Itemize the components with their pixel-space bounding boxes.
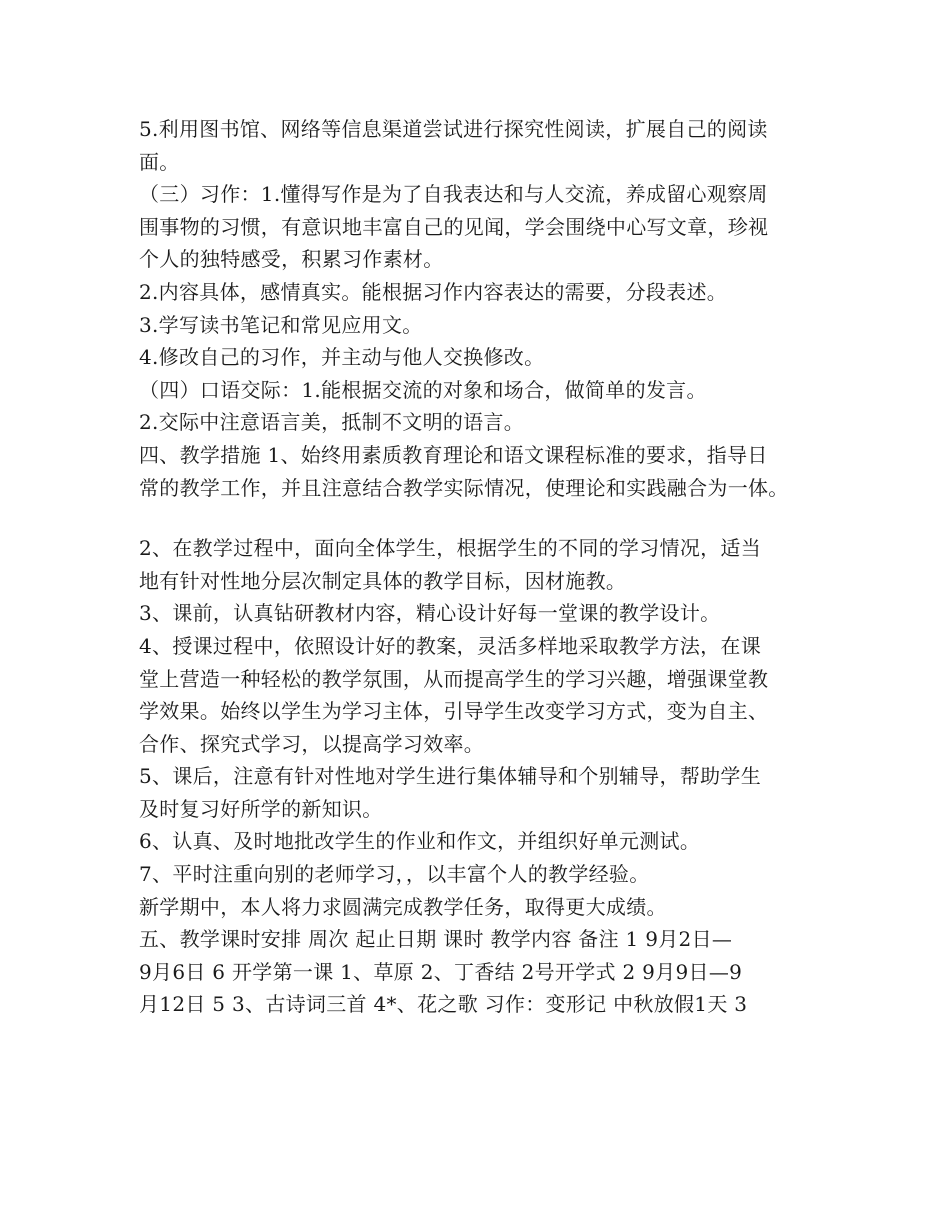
text-line: 2.内容具体，感情真实。能根据习作内容表达的需要，分段表述。 [139, 279, 728, 304]
paragraph-gap [139, 504, 939, 532]
text-line: 5.利用图书馆、网络等信息渠道尝试进行探究性阅读，扩展自己的阅读 [139, 117, 768, 141]
text-line: （三）习作：1.懂得写作是为了自我表达和与人交流，养成留心观察周 [139, 182, 768, 207]
text-line: 9月6日 6 开学第一课 1、草原 2、丁香结 2号开学式 2 9月9日—9 [139, 959, 743, 984]
text-line: 5、课后，注意有针对性地对学生进行集体辅导和个别辅导，帮助学生 [139, 764, 762, 789]
text-line: 2、在教学过程中，面向全体学生，根据学生的不同的学习情况，适当 [139, 536, 762, 561]
text-line: 堂上营造一种轻松的教学氛围，从而提高学生的学习兴趣，增强课堂教 [139, 666, 769, 691]
text-line: 合作、探究式学习，以提高学习效率。 [139, 731, 485, 756]
text-line: 四、教学措施 1、始终用素质教育理论和语文课程标准的要求，指导日 [139, 442, 768, 467]
text-line: 月12日 5 3、古诗词三首 4*、花之歌 习作：变形记 中秋放假1天 3 [139, 992, 748, 1017]
text-line: 6、认真、及时地批改学生的作业和作文，并组织好单元测试。 [139, 829, 701, 854]
document-body [139, 113, 939, 1021]
text-line: 及时复习好所学的新知识。 [139, 796, 383, 821]
text-line: （四）口语交际：1.能根据交流的对象和场合，做简单的发言。 [139, 377, 707, 402]
text-line: 个人的独特感受，积累习作素材。 [139, 247, 444, 272]
text-line: 地有针对性地分层次制定具体的教学目标，因材施教。 [139, 568, 627, 593]
text-line: 4、授课过程中，依照设计好的教案，灵活多样地采取教学方法，在课 [139, 633, 762, 658]
text-line: 7、平时注重向别的老师学习，，以丰富个人的教学经验。 [139, 862, 650, 887]
text-line: 围事物的习惯，有意识地丰富自己的见闻，学会围绕中心写文章，珍视 [139, 214, 769, 239]
text-line: 4.修改自己的习作，并主动与他人交换修改。 [139, 345, 545, 370]
text-line: 新学期中，本人将力求圆满完成教学任务，取得更大成绩。 [139, 894, 667, 919]
text-line: 学效果。始终以学生为学习主体，引导学生改变学习方式，变为自主、 [139, 699, 769, 724]
text-line: 面。 [139, 149, 180, 174]
text-line: 五、教学课时安排 周次 起止日期 课时 教学内容 备注 1 9月2日— [139, 927, 733, 952]
text-line: 3.学写读书笔记和常见应用文。 [139, 312, 423, 337]
text-line: 2.交际中注意语言美，抵制不文明的语言。 [139, 410, 525, 435]
text-line: 3、课前，认真钻研教材内容，精心设计好每一堂课的教学设计。 [139, 601, 721, 626]
text-line: 常的教学工作，并且注意结合教学实际情况，使理论和实践融合为一体。 [139, 475, 789, 500]
